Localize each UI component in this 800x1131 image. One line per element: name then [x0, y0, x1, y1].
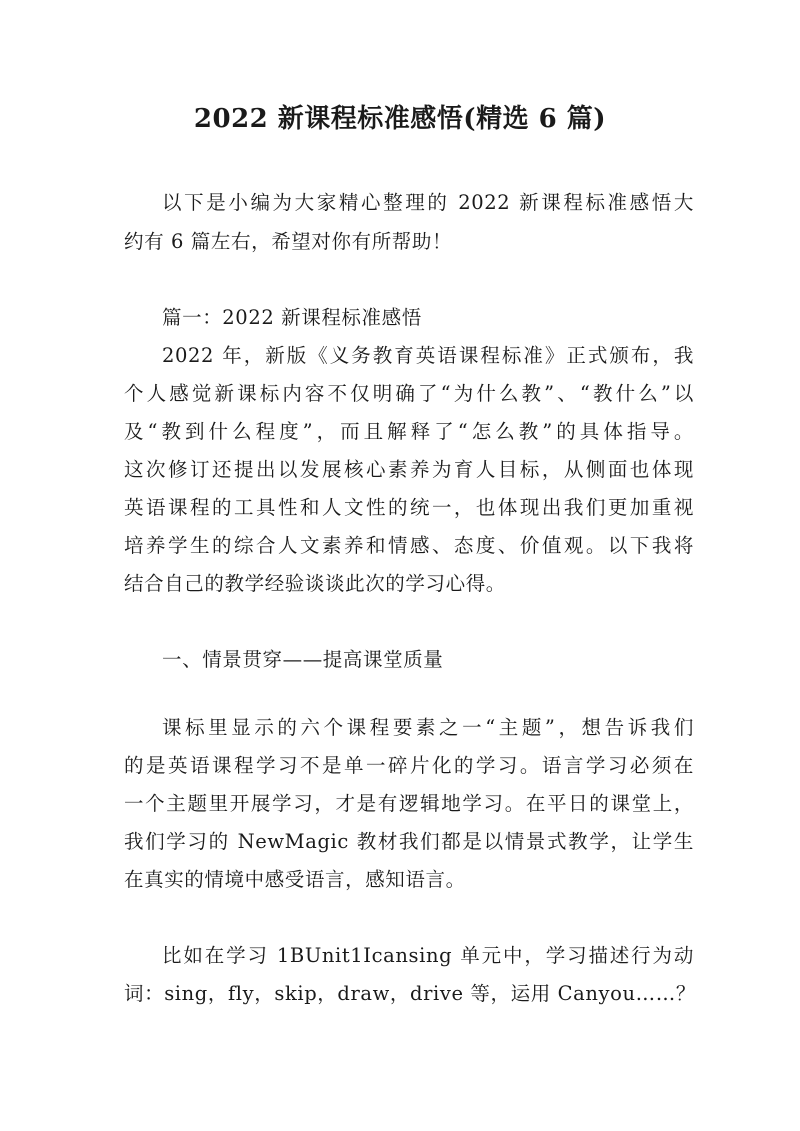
- paragraph1-line-7: 结合自己的教学经验谈谈此次的学习心得。: [124, 572, 506, 595]
- chapter-heading: 篇一：2022 新课程标准感悟: [162, 306, 422, 329]
- paragraph3-line-2: 词：sing，fly，skip，draw，drive 等，运用 Canyou……？: [124, 982, 696, 1005]
- paragraph2-line-1: 课标里显示的六个课程要素之一“主题”，想告诉我们: [162, 716, 694, 739]
- intro-line-1: 以下是小编为大家精心整理的 2022 新课程标准感悟大: [162, 191, 694, 214]
- paragraph1-line-5: 英语课程的工具性和人文性的统一，也体现出我们更加重视: [124, 496, 694, 519]
- document-title: 2022 新课程标准感悟(精选 6 篇): [193, 104, 607, 134]
- paragraph1-line-2: 个人感觉新课标内容不仅明确了“为什么教”、“教什么”以: [124, 382, 694, 405]
- paragraph2-line-5: 在真实的情境中感受语言，感知语言。: [124, 868, 466, 891]
- paragraph1-line-1: 2022 年，新版《义务教育英语课程标准》正式颁布，我: [162, 344, 694, 367]
- paragraph1-line-6: 培养学生的综合人文素养和情感、态度、价值观。以下我将: [124, 534, 694, 557]
- section1-heading: 一、情景贯穿——提高课堂质量: [162, 648, 444, 671]
- intro-line-2: 约有 6 篇左右，希望对你有所帮助！: [124, 230, 453, 253]
- paragraph2-line-2: 的是英语课程学习不是单一碎片化的学习。语言学习必须在: [124, 754, 694, 777]
- paragraph2-line-4: 我们学习的 NewMagic 教材我们都是以情景式教学，让学生: [124, 830, 694, 853]
- paragraph2-line-3: 一个主题里开展学习，才是有逻辑地学习。在平日的课堂上，: [124, 792, 694, 815]
- paragraph3-line-1: 比如在学习 1BUnit1Icansing 单元中，学习描述行为动: [162, 944, 694, 967]
- paragraph1-line-3: 及“教到什么程度”，而且解释了“怎么教”的具体指导。: [124, 420, 694, 443]
- paragraph1-line-4: 这次修订还提出以发展核心素养为育人目标，从侧面也体现: [124, 458, 694, 481]
